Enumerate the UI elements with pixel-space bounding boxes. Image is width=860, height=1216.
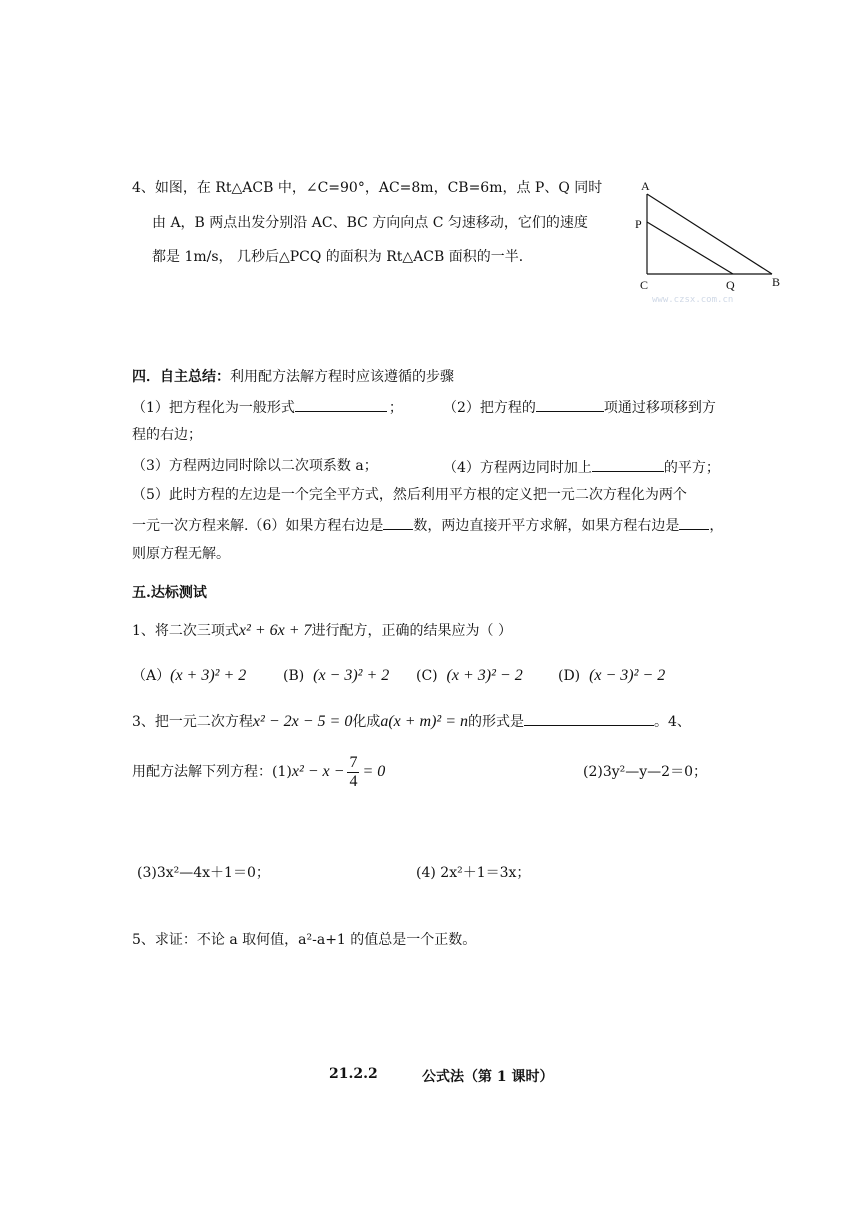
q3-text-b: 化成 [352, 714, 381, 730]
summary-step6-cont: 则原方程无解。 [132, 546, 230, 562]
step2-text-b: 项通过移项移到方 [603, 400, 716, 416]
q3-text-c: 的形式是 [468, 714, 525, 730]
section-name: 公式法（第 1 课时） [422, 1069, 554, 1085]
summary-step5-cont [132, 514, 723, 536]
q3-text-d: 。4、 [654, 714, 691, 730]
label-c: C [640, 278, 649, 292]
q4-1-fraction [347, 754, 359, 791]
question-3 [132, 710, 691, 732]
summary-step1 [132, 396, 403, 418]
option-d-label: (D) [558, 668, 581, 684]
watermark: www.czsx.com.cn [652, 295, 734, 305]
option-c-label: (C) [416, 668, 438, 684]
option-c-expression: (x + 3)² − 2 [446, 667, 523, 684]
question-4-2: (2)3y²—y—2＝0； [583, 764, 707, 780]
q1-text: 1、将二次三项式 [132, 623, 239, 639]
q3-text: 3、把一元二次方程 [132, 714, 253, 730]
step6-text: 一元一次方程来解.（6）如果方程右边是 [132, 518, 384, 534]
q1-option-c [416, 666, 523, 686]
option-a-label: （A） [132, 668, 171, 684]
q1-text-b: 进行配方，正确的结果应为（ ） [311, 623, 512, 639]
summary-heading: 四．自主总结： [132, 369, 230, 385]
problem4-line1: 4、如图，在 Rt△ACB 中，∠C=90°，AC=8m，CB=6m，点 P、Q 同时 [132, 180, 603, 196]
fraction-denominator: 4 [349, 772, 358, 790]
q4-text: 用配方法解下列方程：(1) [132, 764, 292, 780]
question-5: 5、求证：不论 a 取何值，a²-a+1 的值总是一个正数。 [132, 932, 477, 948]
question-4-4: (4) 2x²＋1＝3x； [416, 865, 531, 881]
summary-heading-rest: 利用配方法解方程时应该遵循的步骤 [230, 369, 454, 385]
triangle-figure [630, 176, 790, 306]
summary-step2-cont: 程的右边； [132, 427, 202, 443]
step6-end: ， [709, 518, 724, 534]
q1-option-b [283, 666, 389, 686]
step4-end: 的平方； [663, 460, 720, 476]
summary-step3: （3）方程两边同时除以二次项系数 a； [132, 458, 378, 474]
problem4-line3: 都是 1m/s， 几秒后△PCQ 的面积为 Rt△ACB 面积的一半． [152, 249, 533, 265]
summary-heading-line [132, 367, 454, 387]
option-a-expression: (x + 3)² + 2 [170, 667, 247, 684]
step1-end: ； [388, 400, 403, 416]
step6-text-b: 数，两边直接开平方求解，如果方程右边是 [413, 518, 680, 534]
question-4 [132, 752, 385, 792]
summary-step5: （5）此时方程的左边是一个完全平方式，然后利用平方根的定义把一元二次方程化为两个 [132, 487, 687, 503]
q4-1-expression-end: = 0 [362, 763, 386, 780]
option-b-label: (B) [283, 668, 305, 684]
q1-option-d [558, 666, 665, 686]
option-d-expression: (x − 3)² − 2 [589, 667, 666, 684]
test-heading: 五.达标测试 [132, 585, 207, 601]
q1-option-a [132, 666, 246, 686]
section-number: 21.2.2 [329, 1066, 378, 1082]
q3-target-form: a(x + m)² = n [380, 713, 469, 730]
label-p: P [635, 217, 642, 231]
question-4-3: (3)3x²—4x＋1＝0； [137, 865, 270, 881]
problem4-line2: 由 A，B 两点出发分别沿 AC、BC 方向向点 C 匀速移动，它们的速度 [152, 215, 588, 231]
step2-text: （2）把方程的 [443, 400, 536, 416]
step2-blank [536, 396, 604, 412]
label-b: B [772, 275, 781, 289]
segment-pq [647, 222, 733, 274]
fraction-numerator: 7 [349, 753, 358, 771]
q1-expression: x² + 6x + 7 [238, 622, 312, 639]
label-a: A [641, 179, 650, 193]
step6-blank2 [679, 514, 709, 530]
q3-expression: x² − 2x − 5 = 0 [252, 713, 353, 730]
step1-text: （1）把方程化为一般形式 [132, 400, 295, 416]
step1-blank [295, 396, 387, 412]
summary-step2 [443, 396, 716, 418]
summary-step4 [443, 456, 720, 478]
step6-blank1 [383, 514, 413, 530]
q3-blank [524, 710, 654, 726]
label-q: Q [726, 278, 735, 292]
step4-blank [592, 456, 664, 472]
step4-text: （4）方程两边同时加上 [443, 460, 592, 476]
option-b-expression: (x − 3)² + 2 [313, 667, 390, 684]
question-1 [132, 621, 512, 641]
q4-1-expression: x² − x − [291, 763, 345, 780]
